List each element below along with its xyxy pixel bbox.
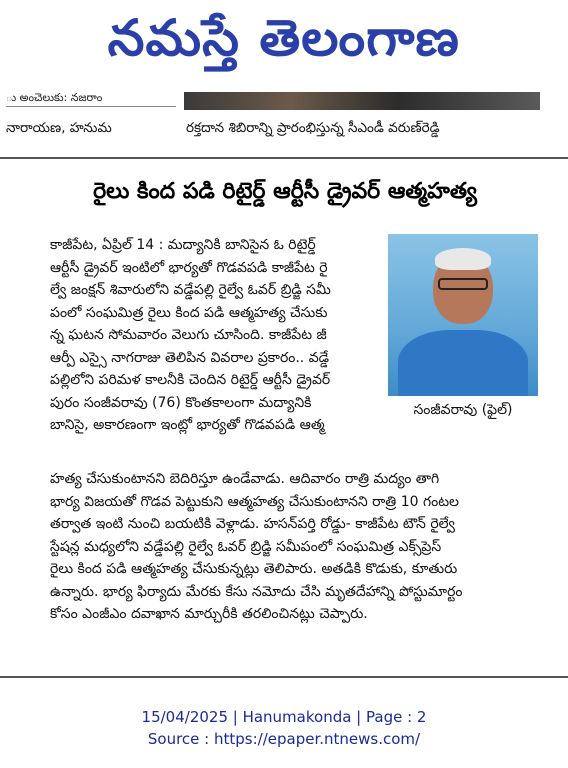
article-headline: రైలు కింద పడి రిటైర్డ్ ఆర్టీసీ డ్రైవర్ ఆత్మహత్య: [93, 179, 477, 204]
body-line: ఉన్నారు. భార్య ఫిర్యాదు మేరకు కేసు నమోదు చేసి మృతదేహాన్ని పోస్టుమార్టం: [50, 583, 463, 600]
masthead: [0, 0, 568, 88]
portrait-caption: సంజీవరావు (ఫైల్): [413, 402, 513, 418]
photo-hair: [435, 248, 491, 270]
divider-top: [0, 157, 568, 159]
body-line: ఆర్పీ ఎస్సై నాగరాజు తెలిపిన వివరాల ప్రకారం.. వడ్డే: [50, 349, 330, 366]
body-line: బానిసై, అకారణంగా ఇంట్లో భార్యతో గొడవపడి ఆత్మ: [50, 417, 325, 433]
body-line: రైలు కింద పడి ఆత్మహత్య చేసుకున్నట్లు తెలిపారు. అతడికి కొడుకు, కూతురు: [50, 561, 458, 577]
body-line: కాజీపేట, ఏప్రిల్ 14 : మద్యానికి బానిసైన ఓ రిటైర్డ్: [50, 237, 316, 253]
body-line: ఆర్టీసీ డ్రైవర్ ఇంటిలో భార్యతో గొడవపడి కాజీపేట రై: [50, 259, 328, 276]
body-line: న్న ఘటన సోమవారం వెలుగు చూసింది. కాజీపేట జీ: [50, 327, 327, 343]
footer-source-link[interactable]: Source : https://epaper.ntnews.com/: [147, 730, 421, 748]
portrait-photo: [388, 234, 538, 396]
body-line: హత్య చేసుకుంటానని బెదిరిస్తూ ఉండేవాడు. ఆదివారం రాత్రి మద్యం తాగి: [50, 471, 440, 487]
footer-date-edition: 15/04/2025 | Hanumakonda | Page : 2: [141, 708, 427, 726]
cut-photo: [184, 92, 540, 110]
article-body-full: [50, 468, 538, 626]
cut-text-bottom: నారాయణ, హనుమ: [6, 120, 112, 136]
body-line: పల్లిలోని పరిమళ కాలనీకి చెందిన రిటైర్డ్ ఆర్టీసీ డ్రైవర్: [50, 372, 331, 388]
page-footer: [0, 706, 568, 750]
body-line: కోసం ఎంజీఎం దవాఖాన మార్చురీకి తరలించినట్లు చెప్పారు.: [50, 606, 368, 622]
body-line: పురం సంజీవరావు (76) కొంతకాలంగా మద్యానికి: [50, 394, 312, 411]
photo-caption-previous: రక్తదాన శిబిరాన్ని ప్రారంభిస్తున్న సీఎండీ వరుణ్‌రెడ్డి: [186, 120, 440, 136]
body-line: భార్య విజయతో గొడవ పెట్టుకుని ఆత్మహత్య చేసుకుంటానని రాత్రి 10 గంటల: [50, 493, 459, 510]
body-line: స్టేషన్ల మధ్యలోని వడ్డేపల్లి రైల్వే ఓవర్ బ్రిడ్జి సమీపంలో సంఘమిత్ర ఎక్స్‌ప్రెస్: [50, 538, 442, 555]
previous-article-cutline: [0, 92, 568, 152]
photo-shirt: [398, 330, 528, 396]
body-line: తర్వాత ఇంటి నుంచి బయటికి వెళ్లాడు. హసన్‌పర్తి రోడ్డు- కాజీపేట టౌన్ రైల్వే: [50, 516, 455, 532]
divider-bottom: [0, 676, 568, 678]
newspaper-logo: నమస్తే తెలంగాణ: [107, 8, 461, 67]
photo-glasses: [438, 278, 488, 290]
cut-text-top: ు అంచెలుకు: నజరాం: [6, 92, 176, 107]
body-line: పంలో సంఘమిత్ర రైలు కింద పడి ఆత్మహత్య చేసుకు: [50, 304, 328, 321]
body-line: ల్వే జంక్షన్ శివారులోని వడ్డేపల్లి రైల్వే ఓవర్ బ్రిడ్జి సమీ: [50, 282, 331, 298]
